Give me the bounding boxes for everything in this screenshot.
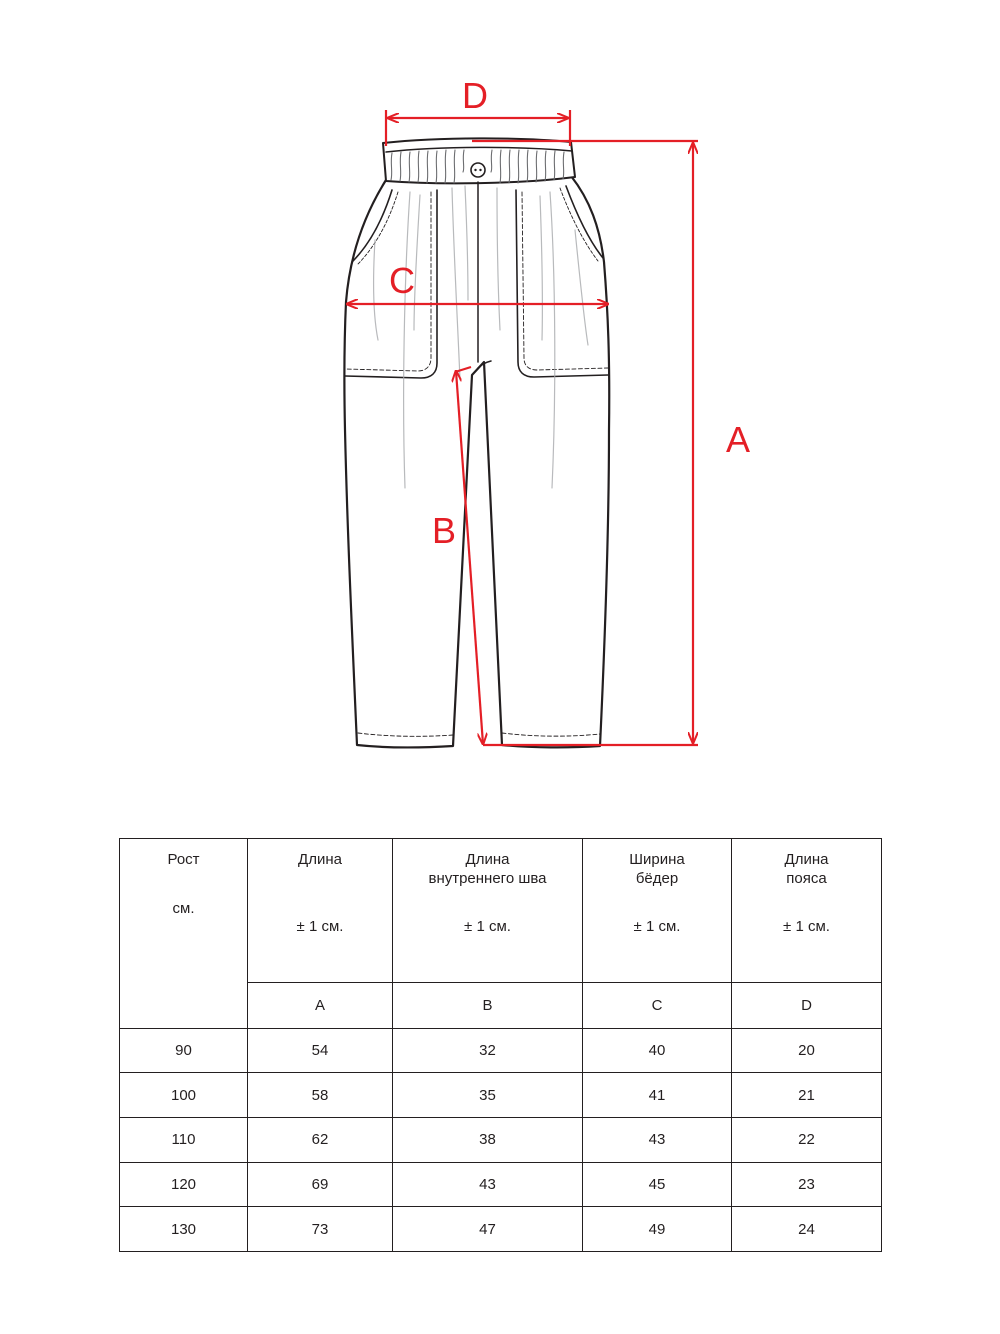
- cell-a: 62: [248, 1118, 393, 1163]
- cell-c: 45: [583, 1162, 732, 1207]
- header-tolerance-waist-length: ± 1 см.: [783, 918, 830, 935]
- cell-d: 24: [732, 1207, 882, 1252]
- cell-b: 43: [393, 1162, 583, 1207]
- cell-b: 47: [393, 1207, 583, 1252]
- header-label-waist-length: Длина пояса: [784, 851, 829, 887]
- header-label-hip-width: Ширина бёдер: [629, 851, 685, 887]
- cell-a: 54: [248, 1028, 393, 1073]
- header-letter-d: D: [732, 983, 882, 1029]
- table-row: [120, 1073, 882, 1118]
- dimension-label-d: D: [462, 75, 488, 116]
- cell-rost: 90: [120, 1028, 248, 1073]
- cell-d: 22: [732, 1118, 882, 1163]
- header-label-rost: Рост: [167, 851, 200, 868]
- header-tolerance-length: ± 1 см.: [296, 918, 344, 935]
- header-letter-a: A: [248, 983, 393, 1029]
- cell-rost: 110: [120, 1118, 248, 1163]
- header-cell-inseam: [393, 839, 583, 983]
- cell-c: 40: [583, 1028, 732, 1073]
- cell-d: 20: [732, 1028, 882, 1073]
- table-row: [120, 1028, 882, 1073]
- cell-c: 49: [583, 1207, 732, 1252]
- size-table: [119, 838, 882, 1252]
- header-cell-hip-width: [583, 839, 732, 983]
- dimension-label-a: A: [725, 419, 751, 460]
- header-unit-rost: см.: [172, 900, 195, 917]
- dimension-label-b: B: [431, 510, 457, 551]
- header-label-inseam: Длина внутреннего шва: [428, 851, 547, 887]
- dimension-label-c: C: [389, 260, 415, 301]
- header-letter-c: C: [583, 983, 732, 1029]
- cell-d: 23: [732, 1162, 882, 1207]
- table-row: [120, 1207, 882, 1252]
- cell-rost: 100: [120, 1073, 248, 1118]
- cell-b: 35: [393, 1073, 583, 1118]
- cell-b: 32: [393, 1028, 583, 1073]
- cell-a: 58: [248, 1073, 393, 1118]
- cell-c: 43: [583, 1118, 732, 1163]
- header-letter-b: B: [393, 983, 583, 1029]
- header-label-length: Длина: [298, 851, 342, 868]
- header-tolerance-inseam: ± 1 см.: [464, 918, 511, 935]
- header-cell-waist-length: [732, 839, 882, 983]
- table-row: [120, 1162, 882, 1207]
- header-cell-rost: [120, 839, 248, 1029]
- waistband-button: [471, 163, 485, 177]
- cell-a: 73: [248, 1207, 393, 1252]
- header-tolerance-hip-width: ± 1 см.: [633, 918, 681, 935]
- header-cell-length: [248, 839, 393, 983]
- table-header-row: [120, 839, 882, 983]
- cell-b: 38: [393, 1118, 583, 1163]
- cell-rost: 130: [120, 1207, 248, 1252]
- cell-rost: 120: [120, 1162, 248, 1207]
- table-row: [120, 1118, 882, 1163]
- cell-a: 69: [248, 1162, 393, 1207]
- cell-d: 21: [732, 1073, 882, 1118]
- cell-c: 41: [583, 1073, 732, 1118]
